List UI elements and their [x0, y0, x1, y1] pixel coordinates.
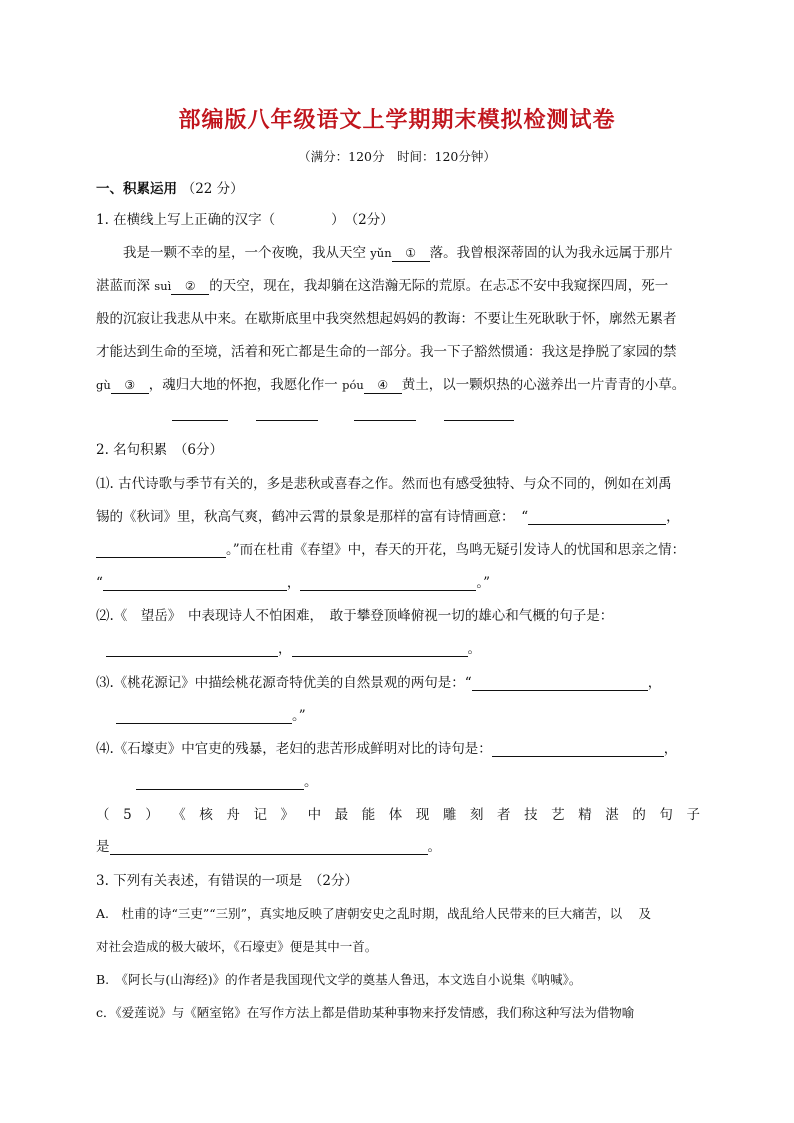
punct: 。 [467, 641, 481, 657]
q2-text: 锡的《秋词》里，秋高气爽，鹤冲云霄的景象是那样的富有诗情画意： “ [96, 509, 529, 525]
q3-option-b[interactable]: B. 《阿长与(山海经)》的作者是我国现代文学的奠基人鲁迅，本文选自小说集《呐喊》。 [96, 972, 582, 987]
pinyin: suì [154, 279, 172, 293]
q2-s5-char: 艺 [551, 807, 565, 823]
q2-s5-char: 》 [280, 807, 295, 823]
q2-blank[interactable] [106, 640, 278, 657]
q2-blank[interactable] [116, 707, 292, 724]
q1-blank-3[interactable] [111, 377, 149, 394]
blank-marker: ④ [377, 378, 389, 392]
q2-heading: 2. 名句积累 （6分） [96, 442, 224, 458]
q1-text: 黄土，以一颗炽热的心滋养出一片青青的小草。 [401, 377, 686, 393]
punct: ， [666, 509, 680, 525]
q2-s2-line-1: ⑵.《 望岳》 中表现诗人不怕困难， 敢于攀登顶峰俯视一切的雄心和气概的句子是： [96, 608, 614, 624]
q1-blank-2[interactable] [171, 278, 209, 295]
q2-s5-char: 刻 [469, 807, 484, 823]
q3-heading: 3. 下列有关表述，有错误的一项是 （2分） [96, 873, 359, 889]
q2-s1-line-1: ⑴. 古代诗歌与季节有关的，多是悲秋或喜春之作。然而也有感受独特、与众不同的，例如在刘禹 [96, 476, 672, 492]
q1-prompt-end: ） （2分） [331, 212, 394, 228]
q2-text: ⑷.《石壕吏》中官吏的残暴，老妇的悲苦形成鲜明对比的诗句是： [96, 741, 492, 757]
pinyin: gù [96, 378, 111, 392]
blank-marker: ① [405, 246, 416, 260]
q1-line-2 [96, 276, 700, 296]
q2-s1-line-2 [96, 507, 700, 527]
q2-s5-char: 子 [686, 807, 700, 823]
q1-line-4: 才能达到生命的至境，活着和死亡都是生命的一部分。我一下子豁然惯通：我这是挣脱了家园的禁 [96, 344, 677, 360]
q2-blank[interactable] [103, 574, 287, 591]
q2-text: 。”而在杜甫《春望》中，春天的开花，鸟鸣无疑引发诗人的忧国和思亲之情： [226, 542, 686, 558]
q2-blank[interactable] [96, 541, 226, 558]
punct: ， [286, 575, 301, 591]
q2-s5-char: 记 [253, 807, 267, 823]
pinyin: póu [342, 378, 364, 392]
q2-s5-char: 现 [415, 807, 430, 823]
punct: 。 [427, 839, 441, 855]
punct: “ [96, 575, 103, 591]
q2-blank[interactable] [110, 838, 428, 855]
q2-s5-char: （ [96, 807, 110, 823]
q1-blank-4[interactable] [364, 377, 402, 394]
q1-prompt [96, 210, 700, 230]
q1-line-1 [96, 243, 700, 263]
q1-line-5 [96, 375, 700, 395]
q2-s2-line-2 [96, 639, 700, 659]
punct: 。” [292, 708, 306, 724]
blank-marker: ③ [124, 378, 136, 392]
q2-s3-line-1 [96, 673, 700, 693]
q2-blank[interactable] [136, 773, 304, 790]
q2-s5-char: 体 [388, 807, 403, 823]
q2-text: 是 [96, 839, 110, 855]
q2-s5-char: 最 [334, 807, 349, 823]
q2-s5-justified-text [96, 805, 700, 825]
section-heading [96, 177, 244, 197]
q2-s5-line-1 [96, 805, 700, 825]
q3-option-a-line-1[interactable]: A. 杜甫的诗“三吏”“三别”，真实地反映了唐朝安史之乱时期，战乱给人民带来的巨大痛苦，以 及 [96, 906, 652, 921]
q1-prompt-text: 1. 在横线上写上正确的汉字（ [96, 212, 276, 228]
q1-text: 的天空，现在，我却躺在这浩瀚无际的荒原。在忐忑不安中我窥探四周，死一 [209, 278, 669, 294]
q2-s4-line-2 [96, 772, 700, 792]
q2-blank[interactable] [292, 640, 468, 657]
q2-s5-char: ） [145, 807, 159, 823]
q2-s5-char: 《 [172, 807, 186, 823]
section-points: （22 分） [181, 181, 244, 197]
q3-option-c[interactable]: c．《爱莲说》与《陋室铭》在写作方法上都是借助某种事物来抒发情感，我们称这种写法为借物喻 [96, 1005, 635, 1020]
q2-s5-line-2 [96, 837, 700, 857]
q2-blank[interactable] [492, 740, 664, 757]
answer-line-3[interactable] [354, 420, 416, 421]
punct: 。” [476, 575, 491, 591]
punct: ， [278, 641, 292, 657]
punct: 。 [304, 774, 318, 790]
q2-s5-char: 精 [578, 807, 592, 823]
q2-s5-char: 5 [123, 807, 132, 823]
q2-s5-char: 核 [199, 807, 213, 823]
q2-s5-char: 句 [659, 807, 673, 823]
section-title: 一、积累运用 [96, 181, 177, 197]
pinyin: yǔn [370, 246, 392, 260]
q1-text: 湛蓝而深 [96, 278, 155, 294]
q1-line-3: 般的沉寂让我悲从中来。在歇斯底里中我突然想起妈妈的教诲：不要让生死耿耿于怀，廓然无累者 [96, 311, 677, 327]
q2-s4-line-1 [96, 739, 700, 759]
q2-blank[interactable] [528, 508, 666, 525]
exam-subtitle: （满分：120分 时间：120分钟） [298, 149, 496, 164]
q2-text: ⑶.《桃花源记》中描绘桃花源奇特优美的自然景观的两句是：“ [96, 675, 472, 691]
q2-s5-char: 湛 [605, 807, 619, 823]
answer-line-4[interactable] [444, 420, 514, 421]
q1-text: 落。我曾根深蒂固的认为我永远属于那片 [429, 245, 673, 261]
q2-s5-char: 者 [497, 807, 511, 823]
exam-title: 部编版八年级语文上学期期末模拟检测试卷 [178, 108, 616, 133]
q2-s1-line-4 [96, 573, 700, 593]
q1-text: ，魂归大地的怀抱，我愿化作一 [148, 377, 343, 393]
q1-blank-1[interactable] [392, 245, 430, 262]
q2-s5-char: 技 [524, 807, 538, 823]
q2-blank[interactable] [472, 674, 648, 691]
q2-s5-char: 的 [632, 807, 646, 823]
q2-s5-char: 中 [307, 807, 322, 823]
q2-blank[interactable] [300, 574, 476, 591]
q2-s3-line-2 [96, 706, 700, 726]
blank-marker: ② [184, 279, 196, 293]
answer-line-1[interactable] [172, 420, 228, 421]
punct: ， [663, 741, 678, 757]
punct: ， [647, 675, 662, 691]
q2-s5-char: 能 [361, 807, 376, 823]
q1-text: 我是一颗不幸的星，一个夜晚，我从天空 [123, 245, 371, 261]
q2-s5-char: 舟 [226, 807, 240, 823]
q2-s1-line-3 [96, 540, 700, 560]
q2-s5-char: 雕 [442, 807, 457, 823]
answer-line-2[interactable] [256, 420, 318, 421]
q3-option-a-line-2: 对社会造成的极大破坏，《石壕吏》便是其中一首。 [96, 939, 378, 954]
